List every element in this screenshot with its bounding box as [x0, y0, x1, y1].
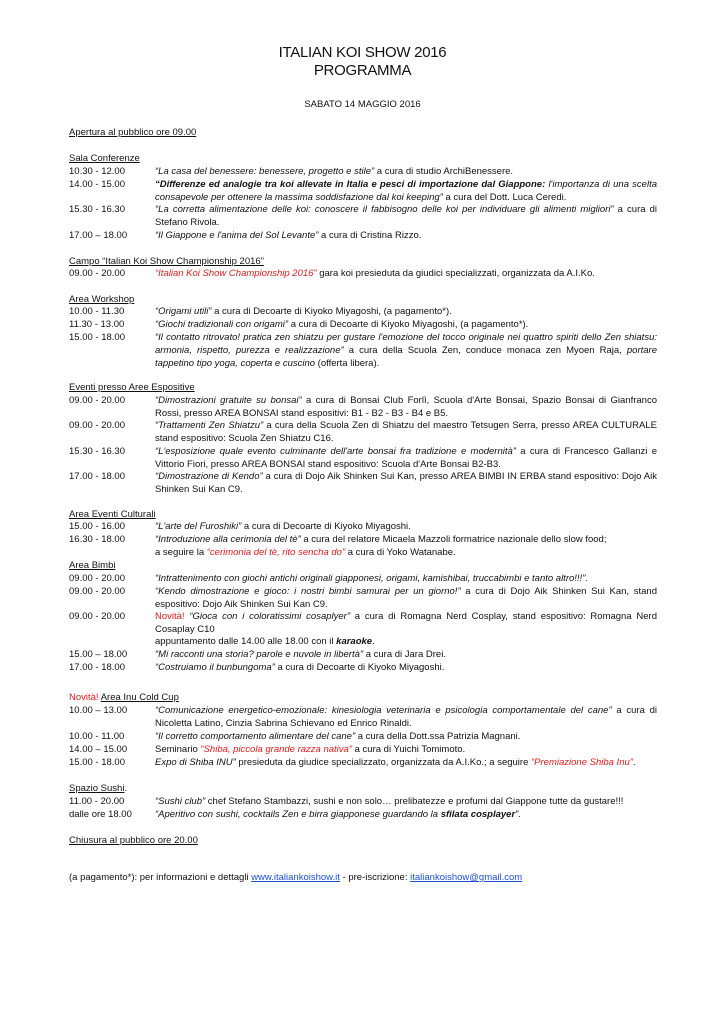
schedule-row — [69, 395, 657, 421]
new-badge: Novità! — [69, 692, 99, 703]
section-heading-label: Area Inu Cold Cup — [100, 692, 179, 703]
schedule-row — [69, 586, 657, 612]
event-detail: a cura della Dott.ssa Patrizia Magnani. — [355, 731, 521, 742]
section-heading-campo: Campo “Italian Koi Show Championship 2016” — [69, 256, 264, 267]
schedule-row — [69, 744, 657, 757]
event-title: “Costruiamo il bunbungoma” — [155, 662, 275, 673]
row-time: 15.00 – 18.00 — [69, 649, 128, 660]
event-title: “Introduzione alla cerimonia del tè” — [155, 534, 301, 545]
event-detail: . — [632, 757, 636, 768]
schedule-row — [69, 319, 657, 332]
section-heading-workshop: Area Workshop — [69, 294, 135, 305]
event-subtitle: kinesiologia veterinaria e psicologia comportamentale del cane” — [327, 705, 612, 716]
section-heading-eventi: Eventi presso Aree Espositive — [69, 382, 195, 393]
event-detail: a cura di Jara Drei. — [363, 649, 446, 660]
event-title: “Differenze ed analogie tra koi allevate in Italia e pesci di importazione dal Giappone: — [155, 179, 546, 190]
schedule-row — [69, 757, 657, 770]
schedule-row — [69, 662, 657, 675]
event-title: “L'esposizione quale evento culminante dell'arte bonsai fra tradizione e modernità” — [155, 446, 516, 457]
event-detail: a cura della Scuola Zen, conduce monaca zen Myoen Raja, — [343, 344, 622, 356]
schedule-row — [69, 471, 657, 497]
footer-text: (a pagamento*): per informazioni e dettagli — [69, 872, 252, 883]
schedule-row — [69, 268, 657, 281]
event-detail: a cura di Romagna Nerd Cosplay, stand espositivo: Romagna Nerd Cosaplay C10 — [155, 611, 658, 635]
event-title: “Shiba, piccola grande razza nativa” — [200, 744, 352, 755]
email-link[interactable]: italiankoishow@gmail.com — [410, 872, 523, 883]
schedule-row — [69, 204, 657, 230]
event-detail: a cura di Decoarte di Kiyoko Miyagoshi, (a pagamento*). — [211, 306, 452, 317]
schedule-row — [69, 611, 657, 637]
event-detail: chef Stefano Stambazzi, sushi e non solo… prelibatezze e profumi dal Giappone tutte da gustare!!! — [205, 796, 624, 807]
event-detail: a cura del relatore Micaela Mazzoli formatrice nazionale dello slow food; — [300, 534, 607, 545]
section-heading-sushi — [69, 783, 657, 796]
event-detail: Seminario — [155, 744, 201, 755]
row-time: 10.30 - 12.00 — [69, 166, 125, 177]
event-title: “La corretta alimentazione delle koi: — [155, 204, 311, 215]
schedule-row — [69, 649, 657, 662]
event-title: “Gioca con i coloratissimi cosaplyer” — [189, 611, 351, 622]
event-detail: a cura di Cristina Rizzo. — [318, 230, 422, 241]
row-time: 09.00 - 20.00 — [69, 586, 125, 597]
row-time: 09.00 - 20.00 — [69, 395, 125, 406]
event-title: “Intrattenimento con giochi antichi originali giapponesi, origami, kamishibai, truccabimbi e tanto altro!!!”. — [155, 573, 588, 584]
event-highlight: sfilata cosplayer — [438, 809, 516, 820]
event-date: SABATO 14 MAGGIO 2016 — [304, 99, 421, 110]
row-time: 15.30 - 16.30 — [69, 204, 125, 215]
section-heading-sala: Sala Conferenze — [69, 153, 140, 164]
event-title: “Kendo dimostrazione e gioco: — [155, 586, 290, 597]
event-detail: a cura di Stefano Rivola. — [155, 204, 658, 228]
event-detail: . — [372, 636, 375, 647]
schedule-row — [69, 809, 657, 822]
event-title: “Giochi tradizionali con origami” — [155, 319, 289, 330]
event-detail: a cura di Decoarte di Kiyoko Miyagoshi, (a pagamento*). — [288, 319, 529, 330]
closing-hours: Chiusura al pubblico ore 20.00 — [69, 835, 198, 846]
event-title: “Comunicazione energetico-emozionale: — [155, 705, 328, 716]
schedule-row — [69, 705, 657, 731]
opening-hours: Apertura al pubblico ore 09.00 — [69, 127, 197, 138]
new-badge: Novità! — [155, 611, 190, 622]
event-detail: a cura di Dojo Aik Shinken Sui Kan, presso AREA BIMBI IN ERBA stand espositivo: Dojo Aik Shinken Sui Kan C9. — [155, 471, 657, 495]
schedule-row — [69, 420, 657, 446]
row-time: 17.00 - 18.00 — [69, 662, 125, 673]
event-title: “Italian Koi Show Championship 2016” — [155, 268, 317, 279]
schedule-row — [69, 521, 657, 534]
section-heading-bimbi: Area Bimbi — [69, 560, 116, 571]
event-title: Expo di Shiba INU” — [155, 757, 236, 768]
row-time: 11.30 - 13.00 — [69, 319, 125, 330]
schedule-row — [69, 446, 657, 472]
event-subtitle: conoscere il fabbisogno delle koi per individuare gli alimenti migliori” — [310, 204, 614, 215]
website-link[interactable]: www.italiankoishow.it — [251, 872, 340, 883]
event-highlight: karaoke — [336, 636, 373, 647]
schedule-row — [69, 179, 657, 205]
event-detail: appuntamento dalle 14.00 alle 18.00 con il — [155, 636, 337, 647]
event-subtitle: con sushi, cocktails Zen e birra giapponese guardando la — [195, 809, 439, 820]
row-time: 15.00 - 16.00 — [69, 521, 125, 532]
event-title: “Mi racconti una storia? parole e nuvole in libertà” — [155, 649, 364, 660]
event-detail: a cura di Yoko Watanabe. — [345, 547, 456, 558]
event-detail: (offerta libera). — [315, 357, 380, 369]
schedule-row — [69, 332, 657, 370]
schedule-row-continuation — [69, 636, 657, 649]
event-title: “Aperitivo — [155, 809, 196, 820]
event-detail: a cura di Bonsai Club Forlì, Scuola d'Arte Bonsai, Spazio Bonsai di Gianfranco Rossi, presso AREA BONSAI stand espositivi: B1 - B2 - B3 - B4 e B5. — [155, 395, 657, 419]
event-subtitle: ”. — [515, 809, 521, 820]
schedule-row — [69, 796, 657, 809]
event-detail: a cura di Francesco Gallanzi e Vittorio Fiori, presso AREA BONSAI stand espositivo: Scuola d'Arte Bonsai B2-B3. — [155, 446, 657, 470]
row-time: 15.00 - 18.00 — [69, 332, 125, 343]
section-heading-punct: . — [124, 783, 128, 794]
document-title: ITALIAN KOI SHOW 2016 — [278, 44, 447, 61]
event-highlight: “Premiazione Shiba Inu” — [531, 757, 633, 768]
event-subtitle: i nostri bimbi samurai per un giorno!” — [289, 586, 461, 597]
schedule-row — [69, 731, 657, 744]
event-title: “Il corretto comportamento alimentare del cane” — [155, 731, 356, 742]
schedule-row — [69, 534, 657, 547]
event-detail: a cura di Nicoletta Latino, Cinzia Sabrina Schievano ed Enrico Rinaldi. — [155, 705, 657, 729]
section-heading-label: Spazio Sushi — [69, 783, 125, 794]
row-time: dalle ore 18.00 — [69, 809, 132, 820]
schedule-row — [69, 230, 657, 243]
event-detail: presieduta da giudice specializzato, organizzata da A.I.Ko.; a seguire — [235, 757, 532, 768]
event-title: “Trattamenti Zen Shiatzu” — [155, 420, 264, 431]
schedule-row-continuation — [69, 547, 657, 560]
event-detail: gara koi presieduta da giudici specializzati, organizzata da A.I.Ko. — [316, 268, 595, 279]
row-time: 09.00 - 20.00 — [69, 420, 125, 431]
row-time: 15.00 - 18.00 — [69, 757, 125, 768]
event-title: “Origami utili” — [155, 306, 212, 317]
event-detail: a cura di Decoarte di Kiyoko Miyagoshi. — [241, 521, 411, 532]
event-title: “L'arte del Furoshiki” — [155, 521, 242, 532]
row-time: 16.30 - 18.00 — [69, 534, 125, 545]
event-detail: a cura della Scuola Zen di Shiatzu del maestro Tetsugen Serra, presso AREA CULTURALE stand espositivo: Scuola Zen Shiatzu C16. — [155, 420, 657, 444]
section-heading-inu — [69, 692, 657, 705]
event-title: “Dimostrazione di Kendo” — [155, 471, 263, 482]
section-heading-culturali: Area Eventi Culturali — [69, 509, 156, 520]
event-subtitle: l'importanza di una scelta consapevole per ottenere la massima soddisfazione dal koi keeping” — [155, 179, 657, 203]
row-time: 09.00 - 20.00 — [69, 573, 125, 584]
row-time: 09.00 - 20.00 — [69, 611, 125, 622]
footer-note — [69, 872, 522, 883]
event-title: “La casa del benessere: benessere, progetto e stile” — [155, 166, 375, 177]
event-detail: a cura di Yuichi Tomimoto. — [351, 744, 466, 755]
event-detail: a seguire la — [155, 547, 207, 558]
event-subtitle: pratica zen shiatzu per gustare l'emozione del tocco originale nei quattro spiriti dello Zen shiatsu: armonia, rispetto, purezza e realizzazione” — [155, 332, 657, 356]
event-title: “Dimostrazioni gratuite su bonsai” — [155, 395, 302, 406]
event-note: portare tappetino tipo yoga, coperta e cuscino — [155, 344, 657, 369]
event-detail: a cura di Dojo Aik Shinken Sui Kan, stand espositivo: Dojo Aik Shinken Sui Kan C9. — [155, 586, 657, 610]
event-title: “cerimonia del tè, rito sencha do” — [206, 547, 346, 558]
row-time: 10.00 – 13.00 — [69, 705, 128, 716]
footer-text: - pre-iscrizione: — [339, 872, 411, 883]
schedule-row — [69, 306, 657, 319]
document-subtitle: PROGRAMMA — [313, 62, 412, 79]
event-detail: a cura di studio ArchiBenessere. — [374, 166, 514, 177]
schedule-row — [69, 166, 657, 179]
row-time: 17.00 - 18.00 — [69, 471, 125, 482]
event-title: “Sushi club” — [155, 796, 206, 807]
event-title: “Il Giappone e l'anima del Sol Levante” — [155, 230, 319, 241]
event-detail: a cura del Dott. Luca Ceredi. — [442, 191, 567, 203]
row-time: 14.00 - 15.00 — [69, 179, 125, 190]
row-time: 11.00 - 20.00 — [69, 796, 125, 807]
row-time: 10.00 - 11.00 — [69, 731, 125, 742]
row-time: 09.00 - 20.00 — [69, 268, 125, 279]
event-detail: a cura di Decoarte di Kiyoko Miyagoshi. — [274, 662, 445, 673]
row-time: 14.00 – 15.00 — [69, 744, 128, 755]
event-title: “Il contatto ritrovato! — [155, 332, 241, 343]
row-time: 17.00 – 18.00 — [69, 230, 128, 241]
schedule-row — [69, 573, 657, 586]
row-time: 15.30 - 16.30 — [69, 446, 125, 457]
row-time: 10.00 - 11.30 — [69, 306, 125, 317]
